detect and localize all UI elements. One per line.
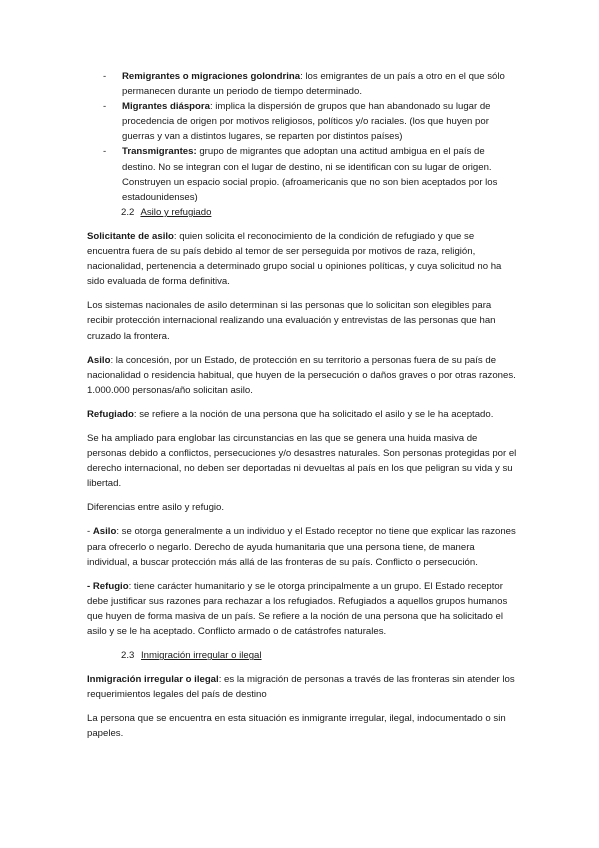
list-item [87,69,519,99]
list-item [87,99,519,144]
definition-text: grupo de migrantes que adoptan una actitud ambigua en el país de destino. No se integran con el lugar de destino, ni se identifican con su lugar de origen. Construyen un espacio social propio. (afroamericanis que no son bien aceptados por los estadounidenses) [122,146,498,203]
paragraph-refugiado [87,407,519,422]
paragraph-persona: La persona que se encuentra en esta situación es inmigrante irregular, ilegal, indocumentado o sin papeles. [87,713,506,740]
term-refugio-diff: Refugio [92,580,129,592]
paragraph-sistemas: Los sistemas nacionales de asilo determinan si las personas que lo solicitan son elegibles para recibir protección internacional realizando una evaluación y entrevistas de las personas que han cruzado la frontera. [87,300,496,342]
paragraph-text: : la concesión, por un Estado, de protección en su territorio a personas fuera de su país de nacionalidad o residencia habitual, que huyen de la persecución o daños graves o por otras razones. 1.000.000 personas/año solicitan asilo. [87,354,516,396]
section-title: Inmigración irregular o ilegal [141,650,262,662]
term-refugiado: Refugiado [87,408,134,420]
paragraph-text: : se refiere a la noción de una persona que ha solicitado el asilo y se le ha aceptado. [133,408,494,420]
paragraph-diff-refugio [87,579,519,639]
migrant-types-list [87,69,519,205]
section-number: 2.3 [121,650,135,662]
term-remigrantes: Remigrantes o migraciones golondrina [122,71,301,82]
paragraph-diferencias: Diferencias entre asilo y refugio. [87,502,225,514]
bullet-dash: - [103,146,107,158]
paragraph-text: : tiene carácter humanitario y se le otorga principalmente a un grupo. El Estado receptor debe justificar sus razones para rechazar a los refugiados. Refugiados a aquellos grupos humanos que huyen de forma masiva de un país. Se refiere a la noción de una persona que ha solicitado el asilo y se le ha aceptado. Conflicto armado o de catástrofes naturales. [87,580,508,637]
paragraph-text: : es la migración de personas a través de las fronteras sin atender los requerimientos legales del país de destino [87,674,515,701]
paragraph-asilo [87,353,519,398]
paragraph-text: : quien solicita el reconocimiento de la condición de refugiado y que se encuentra fuera de su país debido al temor de ser perseguida por motivos de raza, religión, nacionalidad, pertenencia a determinado grupo social u opiniones políticas, y cuya solicitud no ha sido evaluada de forma definitiva. [87,230,502,288]
dash-prefix: - [87,580,93,592]
term-transmigrantes: Transmigrantes: [122,146,197,158]
paragraph-solicitante [87,229,519,289]
paragraph-text: : se otorga generalmente a un individuo y el Estado receptor no tiene que explicar las razones para ofrecerlo o negarlo. Derecho de ayuda humanitaria que una persona tiene, de manera individual, a buscar protección más allá de las fronteras de su país. Conflicto o persecución. [87,526,516,568]
section-title: Asilo y refugiado [140,206,212,218]
paragraph-inmigracion [87,672,519,702]
dash-prefix: - [87,526,93,538]
definition-text: : implica la dispersión de grupos que han abandonado su lugar de procedencia de origen por motivos religiosos, políticos y/o raciales. (los que huyen por guerras y van a distintos lugares, se reparten por distintos países) [122,101,491,143]
section-heading-2-2 [87,205,519,220]
bullet-dash: - [103,101,107,113]
term-inmigracion: Inmigración irregular o ilegal [87,674,219,686]
definition-text: : los emigrantes de un país a otro en el que sólo permanecen durante un periodo de tiempo determinado. [122,71,505,98]
term-asilo: Asilo [87,354,111,366]
term-asilo-diff: Asilo [92,526,117,538]
list-item [87,144,519,204]
paragraph-ampliado: Se ha ampliado para englobar las circunstancias en las que se genera una huida masiva de personas debido a conflictos, persecuciones y/o desastres naturales. Son personas protegidas por el derecho internacional, no deben ser deportadas ni devueltas al país en los que peligran su vida y su libertad. [87,432,517,490]
bullet-dash: - [103,71,107,82]
term-migrantes-diaspora: Migrantes diáspora [122,101,210,113]
paragraph-diff-asilo [87,524,519,569]
term-solicitante: Solicitante de asilo [87,230,174,242]
section-heading-2-3 [87,648,519,663]
section-number: 2.2 [121,206,135,218]
